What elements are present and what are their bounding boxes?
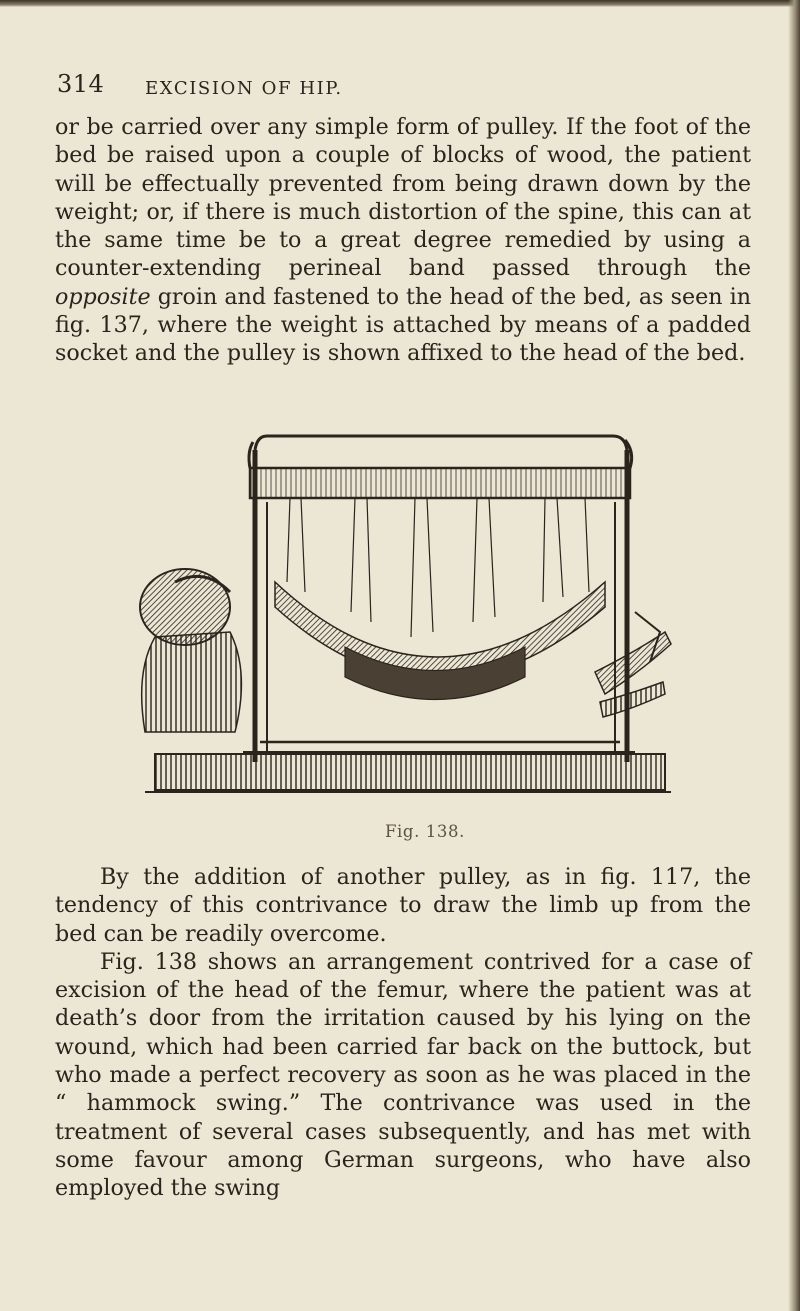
hammock-sling <box>275 582 605 700</box>
patient-legs <box>595 612 671 717</box>
paragraph: Fig. 138 shows an arrangement contrived for a case of excision of the head of the femur, where the patient was at death’s door from the irritation caused by his lying on the wound, which had been carried far back on the buttock, but who made a perfect recovery as soon as he was placed in the “ hammock swing.” The contrivance was used in the treatment of several cases subsequently, and has met with some favour among German surgeons, who have also employed the swing <box>55 948 751 1202</box>
figure-caption: Fig. 138. <box>385 822 465 841</box>
running-head <box>0 70 800 110</box>
patient-upper-body <box>140 569 241 732</box>
emphasized-word: opposite <box>55 283 151 310</box>
paragraph-text: groin and fastened to the head of the bed, as seen in fig. 137, where the weight is attached by means of a padded socket and the pulley is shown affixed to the head of the bed. <box>55 283 751 367</box>
hammock-swing-illustration <box>115 432 675 814</box>
page-number: 314 <box>57 70 105 98</box>
body-text-bottom <box>55 863 751 1203</box>
paragraph-text: or be carried over any simple form of pulley. If the foot of the bed be raised upon a couple of blocks of wood, the patient will be effectually prevented from being drawn down by the weight; or, if there is much distortion of the spine, this can at the same time be to a great degree remedied by using a counter-extending perineal band passed through the <box>55 114 751 282</box>
paragraph: By the addition of another pulley, as in fig. 117, the tendency of this contrivance to draw the limb up from the bed can be readily overcome. <box>55 864 751 947</box>
page-edge-shadow-top <box>0 0 800 7</box>
bed-base <box>145 754 671 792</box>
body-text-top <box>55 113 751 368</box>
bed-frame <box>243 436 635 762</box>
figure-hammock-swing <box>115 432 675 814</box>
paragraph <box>55 113 751 368</box>
running-title: EXCISION OF HIP. <box>145 78 343 99</box>
page-edge-shadow-right <box>788 0 800 1311</box>
suspension-cords <box>287 498 589 637</box>
